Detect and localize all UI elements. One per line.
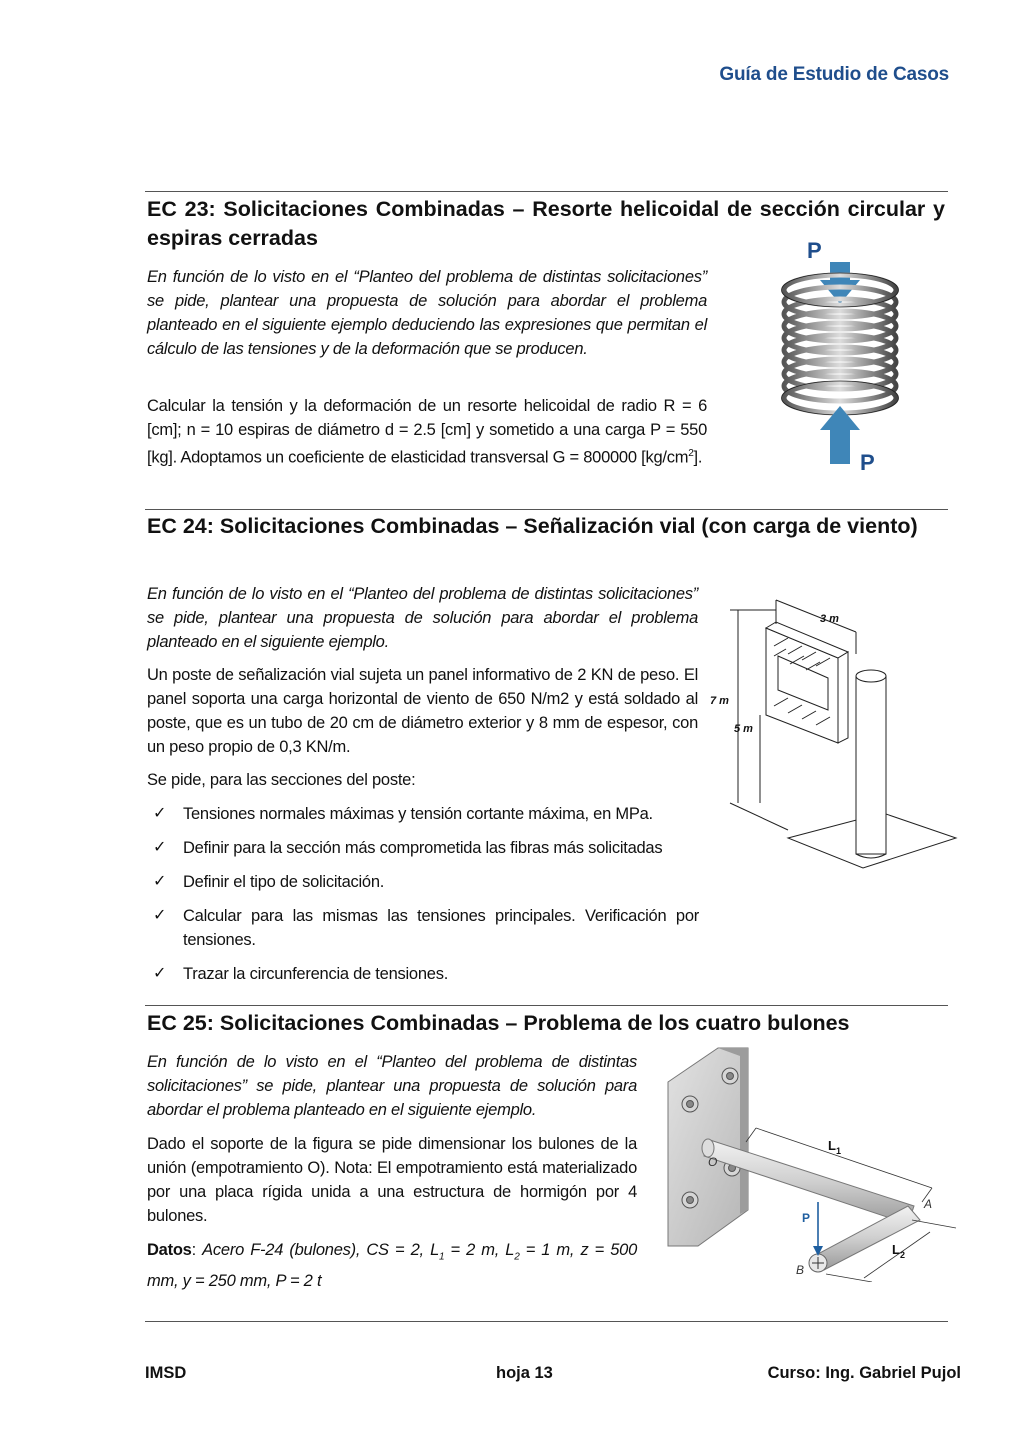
ec23-body-text: Calcular la tensión y la deformación de un resorte helicoidal de radio R = 6 [cm]; n = 10 espiras de diámetro d = 2.5 [cm] y sometido a una carga P = 550 [kg]. Adoptamos un coeficiente de elasticidad transversal G = 800000 [kg/cm [147, 397, 707, 467]
dim-label-width: 3 m [820, 613, 839, 625]
dim-label-total: 7 m [710, 695, 729, 707]
list-item-text: Trazar la circunferencia de tensiones. [183, 965, 449, 983]
list-item-text: Definir para la sección más comprometida las fibras más solicitadas [183, 839, 663, 857]
header-title: Guía de Estudio de Casos [719, 64, 949, 85]
label-A: A [924, 1197, 933, 1211]
ec25-body: Dado el soporte de la figura se pide dimensionar los bulones de la unión (empotramiento O). Nota: El empotramiento está materializado por una placa rígida unida a una estructura de hormigón por 4 bulones. [147, 1135, 637, 1225]
load-label-top: P [807, 238, 822, 263]
label-O: O [708, 1155, 718, 1169]
section-divider [145, 191, 948, 192]
footer-left: IMSD [145, 1364, 187, 1382]
load-arrow-bottom-shaft [830, 428, 850, 464]
datos-text-2: = 2 m, L [444, 1241, 515, 1259]
label-L1-sub: 1 [835, 1146, 841, 1156]
label-P: P [802, 1211, 811, 1225]
label-L1-letter: L [828, 1138, 836, 1153]
spring-figure [770, 232, 920, 477]
ec25-datos [147, 1238, 637, 1293]
ec23-body [147, 394, 707, 470]
dim-label-lower: 5 m [734, 723, 753, 735]
ec24-intro: En función de lo visto en el “Planteo del problema de distintas solicitaciones” se pide, plantear una propuesta de solución para abordar el problema planteado en el siguiente ejemplo. [147, 585, 698, 651]
label-B: B [796, 1263, 805, 1277]
ec25-title: EC 25: Solicitaciones Combinadas – Problema de los cuatro bulones [147, 1011, 850, 1035]
signpost-figure [708, 598, 958, 880]
ec24-title: EC 24: Solicitaciones Combinadas – Señalización vial (con carga de viento) [147, 514, 918, 538]
list-item-text: Definir el tipo de solicitación. [183, 873, 385, 891]
section-divider [145, 1005, 948, 1006]
ec24-body: Un poste de señalización vial sujeta un panel informativo de 2 KN de peso. El panel soporta una carga horizontal de viento de 650 N/m2 y está soldado al poste, que es un tubo de 20 cm de diámetro exterior y 8 mm de espesor, con un peso propio de 0,3 KN/m. [147, 666, 698, 756]
ec24-checklist [147, 802, 699, 996]
load-arrow-bottom-head [820, 406, 860, 430]
list-item-text: Calcular para las mismas las tensiones principales. Verificación por tensiones. [183, 907, 699, 949]
footer-right: Curso: Ing. Gabriel Pujol [767, 1364, 961, 1382]
label-L2-sub: 2 [899, 1250, 905, 1260]
datos-sub-2: 2 [514, 1251, 520, 1263]
check-icon: ✓ [153, 805, 167, 822]
list-item [147, 962, 699, 986]
list-item [147, 836, 699, 860]
datos-label: Datos [147, 1241, 192, 1259]
label-L2-letter: L [892, 1242, 900, 1257]
bracket-figure [660, 1042, 960, 1282]
footer-page: hoja 13 [496, 1364, 553, 1382]
load-label-bottom: P [860, 450, 875, 475]
check-icon: ✓ [153, 839, 167, 856]
check-icon: ✓ [153, 873, 167, 890]
datos-colon: : [191, 1241, 203, 1259]
section-divider [145, 509, 948, 510]
ec23-title: EC 23: Solicitaciones Combinadas – Resorte helicoidal de sección circular y espiras cerradas [147, 197, 945, 250]
ec24-ask: Se pide, para las secciones del poste: [147, 771, 416, 789]
check-icon: ✓ [153, 907, 167, 924]
datos-sub-1: 1 [439, 1251, 445, 1263]
ec25-intro: En función de lo visto en el “Planteo del problema de distintas solicitaciones” se pide, plantear una propuesta de solución para abordar el problema planteado en el siguiente ejemplo. [147, 1053, 637, 1119]
list-item [147, 802, 699, 826]
datos-text-3: = 1 m, z = 500 mm, y = 250 mm, P = 2 t [147, 1241, 638, 1291]
ec23-body-end: ]. [693, 448, 703, 467]
datos-text-1: Acero F-24 (bulones), CS = 2, L [202, 1241, 439, 1259]
pole [856, 676, 886, 854]
list-item-text: Tensiones normales máximas y tensión cortante máxima, en MPa. [183, 805, 653, 823]
bar-L2 [814, 1206, 920, 1270]
footer-divider [145, 1321, 948, 1322]
list-item [147, 870, 699, 894]
ec23-intro: En función de lo visto en el “Planteo del problema de distintas solicitaciones” se pide, plantear una propuesta de solución para abordar el problema planteado en el siguiente ejemplo deduciendo las expresiones que permitan el cálculo de las tensiones y de la deformación que se producen. [147, 268, 707, 358]
ec23-body-sup: 2 [688, 448, 694, 459]
list-item [147, 904, 699, 952]
check-icon: ✓ [153, 965, 167, 982]
